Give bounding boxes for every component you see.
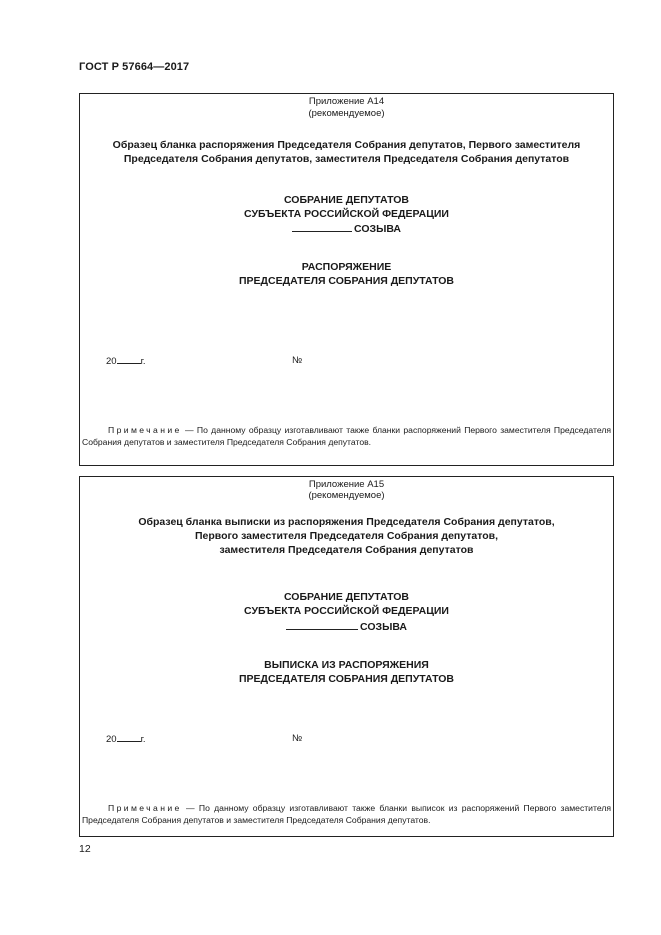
convocation-blank	[292, 222, 352, 232]
org-name-line2: СУБЪЕКТА РОССИЙСКОЙ ФЕДЕРАЦИИ	[244, 208, 449, 220]
year-suffix: г.	[140, 734, 146, 745]
org-name-line1: СОБРАНИЕ ДЕПУТАТОВ	[283, 591, 410, 603]
page-number: 12	[79, 843, 91, 855]
appendix-a14-frame	[79, 93, 614, 466]
form-heading-line2: Первого заместителя Председателя Собрания депутатов,	[195, 530, 498, 542]
appendix-title: Приложение А15	[308, 479, 385, 490]
date-field	[106, 733, 146, 745]
form-heading-line2: Председателя Собрания депутатов, заместителя Председателя Собрания депутатов	[123, 153, 570, 165]
convocation-line	[80, 620, 613, 634]
note-label: Примечание	[108, 425, 182, 435]
org-name-line2: СУБЪЕКТА РОССИЙСКОЙ ФЕДЕРАЦИИ	[244, 605, 449, 617]
document-type-line1: РАСПОРЯЖЕНИЕ	[301, 261, 392, 273]
note	[82, 802, 611, 826]
org-name-line1: СОБРАНИЕ ДЕПУТАТОВ	[283, 194, 410, 206]
year-blank	[117, 733, 141, 742]
convocation-label: СОЗЫВА	[354, 223, 401, 235]
appendix-a15-frame	[79, 476, 614, 837]
appendix-status: (рекомендуемое)	[308, 108, 385, 119]
note-label: Примечание	[108, 803, 182, 813]
form-heading-line1: Образец бланка распоряжения Председателя Собрания депутатов, Первого заместителя	[112, 139, 581, 151]
form-heading-line3: заместителя Председателя Собрания депутатов	[219, 544, 474, 556]
date-field	[106, 355, 146, 367]
appendix-title: Приложение А14	[308, 96, 385, 107]
document-type-line2: ПРЕДСЕДАТЕЛЯ СОБРАНИЯ ДЕПУТАТОВ	[239, 275, 454, 287]
document-code: ГОСТ Р 57664—2017	[79, 61, 190, 73]
note-text: — По данному образцу изготавливают также бланки распоряжений Первого заместителя Председателя Собрания депутатов и заместителя Председателя Собрания депутатов.	[82, 425, 611, 447]
year-prefix: 20	[106, 356, 117, 367]
note	[82, 424, 611, 448]
convocation-label: СОЗЫВА	[360, 621, 407, 633]
year-blank	[117, 355, 141, 364]
number-sign: №	[292, 733, 303, 744]
convocation-line	[80, 222, 613, 236]
number-sign: №	[292, 355, 303, 366]
appendix-status: (рекомендуемое)	[308, 490, 385, 501]
form-heading-line1: Образец бланка выписки из распоряжения Председателя Собрания депутатов,	[138, 516, 555, 528]
year-prefix: 20	[106, 734, 117, 745]
convocation-blank	[286, 620, 358, 630]
note-text: — По данному образцу изготавливают также бланки выписок из распоряжений Первого заместителя Председателя Собрания депутатов и заместителя Председателя Собрания депутатов.	[82, 803, 611, 825]
document-type-line1: ВЫПИСКА ИЗ РАСПОРЯЖЕНИЯ	[264, 659, 429, 671]
document-type-line2: ПРЕДСЕДАТЕЛЯ СОБРАНИЯ ДЕПУТАТОВ	[239, 673, 454, 685]
year-suffix: г.	[140, 356, 146, 367]
